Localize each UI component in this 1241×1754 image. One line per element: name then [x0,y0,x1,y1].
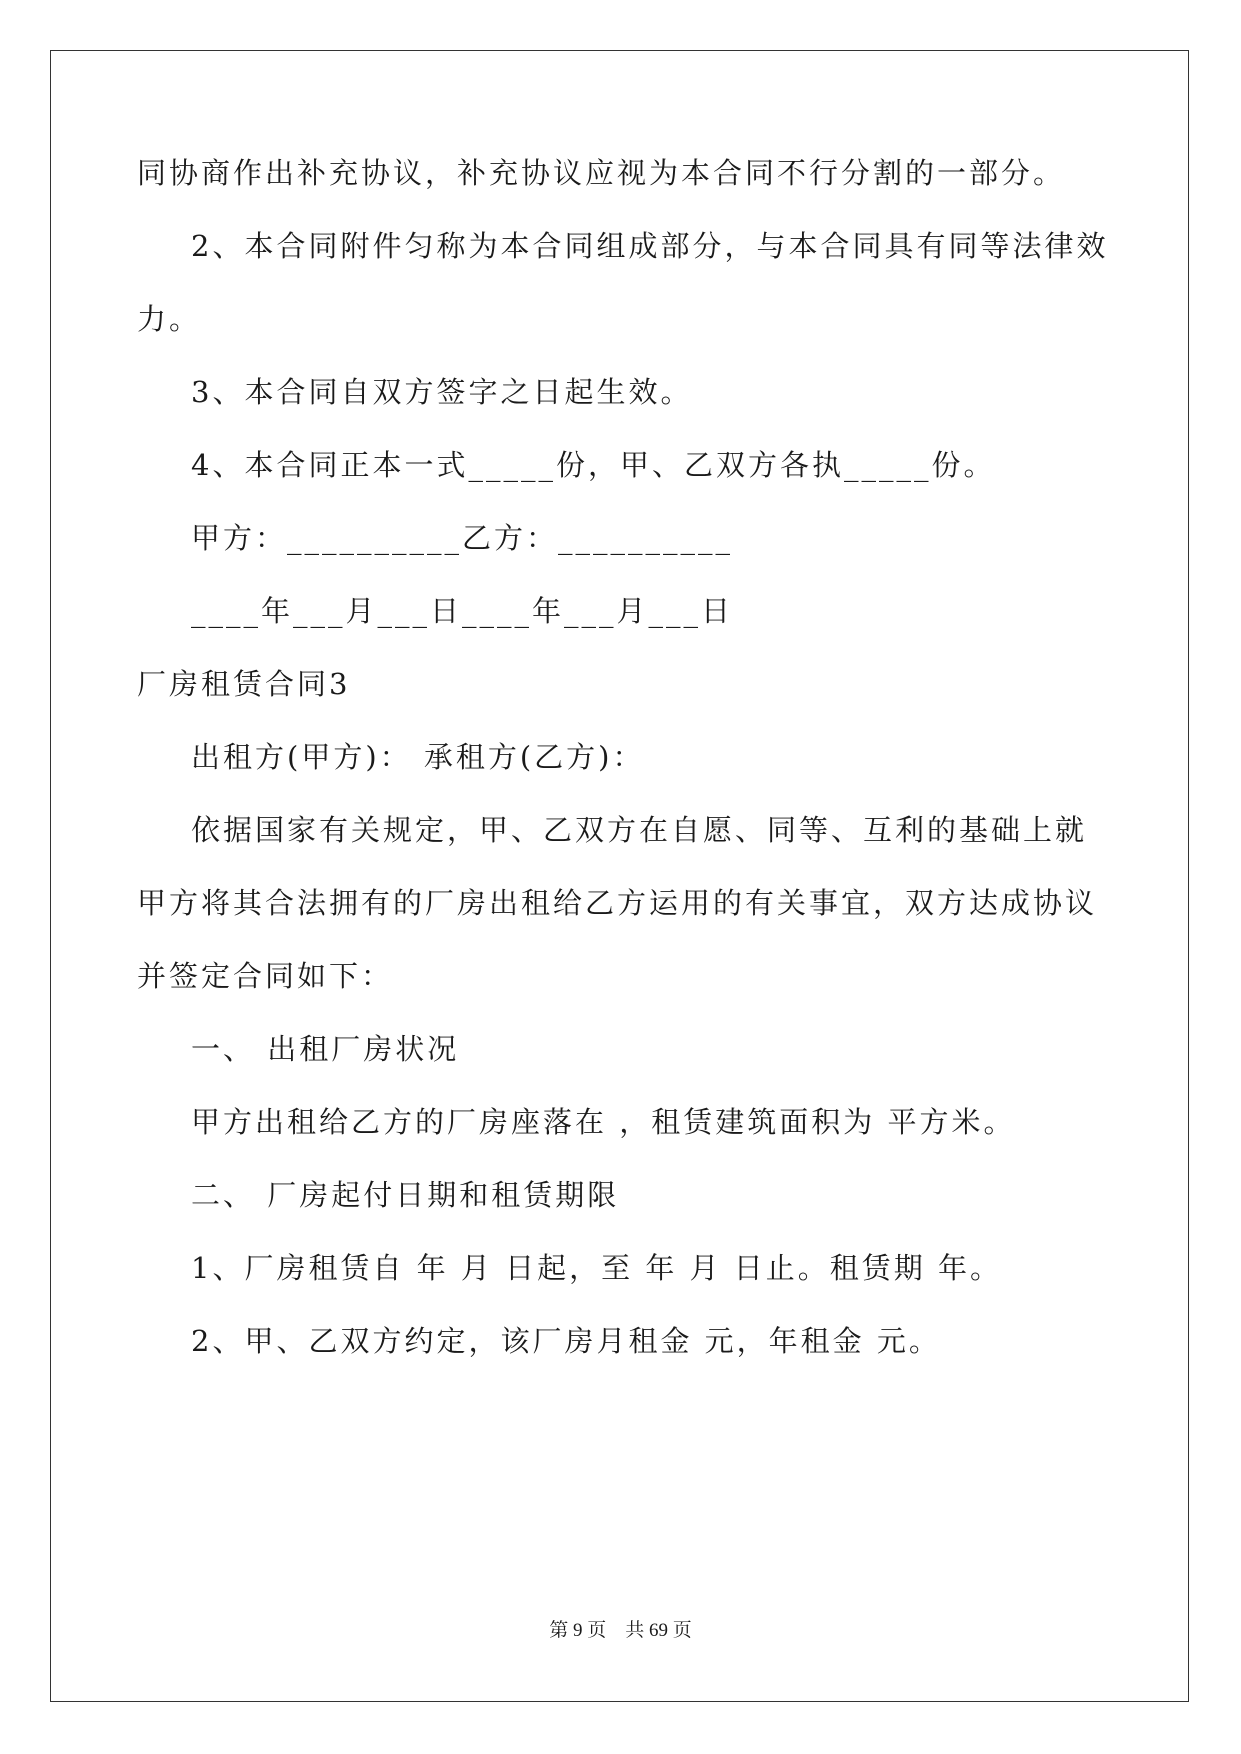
signature-line: 甲方：__________乙方：__________ [191,521,734,555]
page-border [50,50,1189,1702]
clause-heading: 一、 出租厂房状况 [191,1032,460,1066]
text-line: 出租方(甲方)： 承租方(乙方)： [191,740,645,774]
text-line: 1、厂房租赁自 年 月 日起，至 年 月 日止。租赁期 年。 [191,1251,1002,1285]
text-line: 3、本合同自双方签字之日起生效。 [191,375,693,409]
date-line: ____年___月___日____年___月___日 [191,594,734,628]
text-line: 2、本合同附件匀称为本合同组成部分，与本合同具有同等法律效 [191,229,1109,263]
page-number: 第 9 页 共 69 页 [549,1620,692,1641]
text-line: 并签定合同如下： [137,959,394,993]
text-line: 2、甲、乙双方约定，该厂房月租金 元，年租金 元。 [191,1324,941,1358]
text-line: 力。 [137,302,202,336]
text-line: 4、本合同正本一式_____份，甲、乙双方各执_____份。 [191,448,996,482]
text-line: 同协商作出补充协议，补充协议应视为本合同不行分割的一部分。 [137,156,1066,190]
text-line: 甲方出租给乙方的厂房座落在 ，租赁建筑面积为 平方米。 [191,1105,1016,1139]
text-line: 甲方将其合法拥有的厂房出租给乙方运用的有关事宜，双方达成协议 [137,886,1098,920]
section-title: 厂房租赁合同3 [137,667,351,701]
text-line: 依据国家有关规定，甲、乙双方在自愿、同等、互利的基础上就 [191,813,1088,847]
clause-heading: 二、 厂房起付日期和租赁期限 [191,1178,620,1212]
